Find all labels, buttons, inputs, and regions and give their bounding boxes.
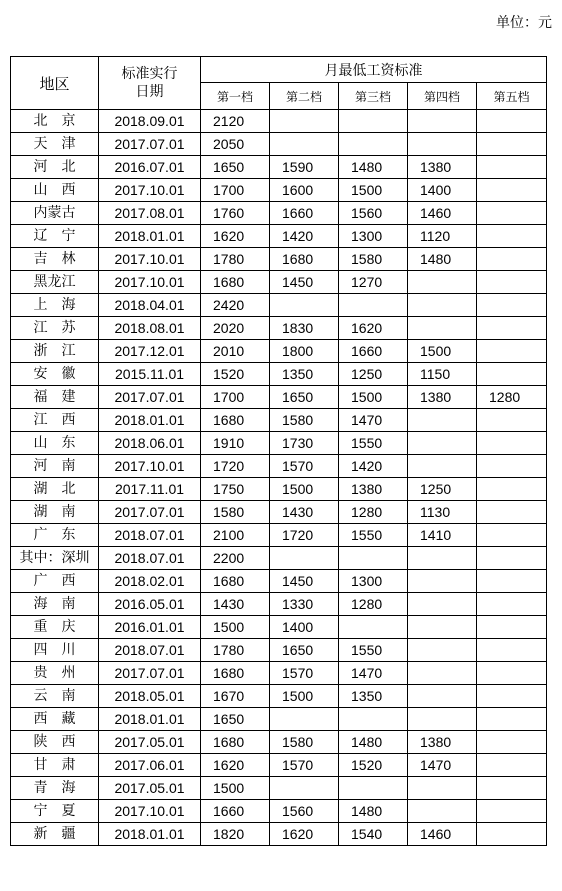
cell-tier-2: 1660 [270, 202, 339, 225]
cell-tier-3 [339, 110, 408, 133]
cell-tier-1: 1650 [201, 708, 270, 731]
cell-date: 2017.10.01 [99, 248, 201, 271]
cell-tier-1: 2200 [201, 547, 270, 570]
cell-tier-5 [477, 685, 547, 708]
cell-date: 2018.01.01 [99, 225, 201, 248]
header-tier-5: 第五档 [477, 83, 547, 110]
cell-tier-2 [270, 777, 339, 800]
table-row [11, 639, 547, 662]
cell-tier-2: 1720 [270, 524, 339, 547]
cell-date: 2018.04.01 [99, 294, 201, 317]
cell-tier-1: 1660 [201, 800, 270, 823]
cell-tier-5 [477, 409, 547, 432]
cell-tier-5 [477, 731, 547, 754]
table-row [11, 156, 547, 179]
cell-tier-5 [477, 340, 547, 363]
cell-date: 2016.07.01 [99, 156, 201, 179]
cell-tier-2: 1800 [270, 340, 339, 363]
cell-tier-1: 2420 [201, 294, 270, 317]
cell-tier-3 [339, 547, 408, 570]
table-row [11, 409, 547, 432]
cell-region: 云 南 [11, 685, 99, 708]
cell-tier-5 [477, 225, 547, 248]
cell-date: 2017.08.01 [99, 202, 201, 225]
cell-region: 辽 宁 [11, 225, 99, 248]
cell-tier-5 [477, 639, 547, 662]
cell-tier-2 [270, 708, 339, 731]
cell-tier-1: 1650 [201, 156, 270, 179]
cell-tier-3: 1620 [339, 317, 408, 340]
table-row [11, 202, 547, 225]
cell-region: 贵 州 [11, 662, 99, 685]
cell-tier-5: 1280 [477, 386, 547, 409]
cell-tier-3: 1420 [339, 455, 408, 478]
cell-tier-1: 1680 [201, 271, 270, 294]
header-date-line1: 标准实行 [121, 66, 178, 82]
cell-tier-5 [477, 823, 547, 846]
cell-tier-2: 1680 [270, 248, 339, 271]
table-row [11, 754, 547, 777]
cell-tier-5 [477, 271, 547, 294]
table-row [11, 133, 547, 156]
cell-tier-3 [339, 294, 408, 317]
table-row [11, 455, 547, 478]
header-tier-1: 第一档 [201, 83, 270, 110]
header-region: 地区 [11, 57, 99, 110]
cell-tier-2 [270, 133, 339, 156]
cell-region: 吉 林 [11, 248, 99, 271]
cell-region: 浙 江 [11, 340, 99, 363]
cell-tier-5 [477, 432, 547, 455]
cell-tier-2: 1650 [270, 639, 339, 662]
table-row [11, 363, 547, 386]
cell-tier-3: 1500 [339, 386, 408, 409]
cell-tier-4: 1150 [408, 363, 477, 386]
table-row [11, 570, 547, 593]
cell-tier-2: 1650 [270, 386, 339, 409]
cell-date: 2017.07.01 [99, 501, 201, 524]
table-row [11, 294, 547, 317]
cell-tier-1: 2010 [201, 340, 270, 363]
cell-tier-1: 1700 [201, 386, 270, 409]
cell-tier-3 [339, 777, 408, 800]
cell-region: 其中：深圳 [11, 547, 99, 570]
cell-tier-2 [270, 294, 339, 317]
cell-tier-1: 1720 [201, 455, 270, 478]
cell-region: 广 东 [11, 524, 99, 547]
cell-tier-2: 1600 [270, 179, 339, 202]
cell-tier-2: 1330 [270, 593, 339, 616]
cell-region: 福 建 [11, 386, 99, 409]
cell-tier-3: 1300 [339, 225, 408, 248]
cell-tier-5 [477, 777, 547, 800]
cell-tier-2: 1350 [270, 363, 339, 386]
cell-tier-4 [408, 110, 477, 133]
cell-tier-2: 1500 [270, 478, 339, 501]
cell-tier-2: 1620 [270, 823, 339, 846]
cell-date: 2018.07.01 [99, 547, 201, 570]
table-row [11, 708, 547, 731]
cell-region: 山 西 [11, 179, 99, 202]
cell-tier-4 [408, 708, 477, 731]
cell-date: 2017.10.01 [99, 455, 201, 478]
cell-date: 2018.08.01 [99, 317, 201, 340]
cell-tier-1: 2020 [201, 317, 270, 340]
cell-tier-3: 1550 [339, 639, 408, 662]
table-row [11, 800, 547, 823]
cell-date: 2018.07.01 [99, 639, 201, 662]
cell-date: 2018.01.01 [99, 823, 201, 846]
cell-tier-1: 1520 [201, 363, 270, 386]
cell-tier-2: 1500 [270, 685, 339, 708]
cell-tier-4 [408, 593, 477, 616]
cell-tier-5 [477, 202, 547, 225]
cell-date: 2016.05.01 [99, 593, 201, 616]
table-row [11, 225, 547, 248]
cell-region: 黑龙江 [11, 271, 99, 294]
table-row [11, 547, 547, 570]
cell-tier-5 [477, 133, 547, 156]
cell-tier-5 [477, 662, 547, 685]
cell-tier-3: 1540 [339, 823, 408, 846]
cell-tier-4 [408, 777, 477, 800]
table-row [11, 248, 547, 271]
cell-tier-2: 1570 [270, 754, 339, 777]
cell-tier-2: 1590 [270, 156, 339, 179]
cell-tier-2 [270, 547, 339, 570]
table-body [11, 110, 547, 846]
cell-tier-2: 1430 [270, 501, 339, 524]
cell-tier-4: 1410 [408, 524, 477, 547]
header-date-line2: 日期 [135, 84, 164, 100]
cell-tier-1: 1760 [201, 202, 270, 225]
cell-date: 2018.01.01 [99, 409, 201, 432]
cell-tier-4: 1460 [408, 823, 477, 846]
cell-tier-5 [477, 363, 547, 386]
cell-tier-4: 1380 [408, 386, 477, 409]
cell-tier-2: 1730 [270, 432, 339, 455]
table-row [11, 179, 547, 202]
cell-tier-5 [477, 248, 547, 271]
table-row [11, 685, 547, 708]
minimum-wage-table [10, 56, 547, 846]
cell-tier-3: 1520 [339, 754, 408, 777]
cell-date: 2017.11.01 [99, 478, 201, 501]
cell-tier-3: 1380 [339, 478, 408, 501]
cell-tier-5 [477, 455, 547, 478]
table-row [11, 593, 547, 616]
cell-tier-4 [408, 455, 477, 478]
cell-tier-5 [477, 570, 547, 593]
cell-tier-1: 1580 [201, 501, 270, 524]
cell-tier-3 [339, 616, 408, 639]
cell-tier-4: 1380 [408, 156, 477, 179]
table-row [11, 340, 547, 363]
cell-tier-2: 1580 [270, 731, 339, 754]
header-tier-3: 第三档 [339, 83, 408, 110]
cell-region: 江 苏 [11, 317, 99, 340]
cell-tier-1: 2100 [201, 524, 270, 547]
cell-tier-4 [408, 662, 477, 685]
cell-tier-4: 1460 [408, 202, 477, 225]
cell-tier-3: 1480 [339, 731, 408, 754]
cell-region: 青 海 [11, 777, 99, 800]
cell-tier-3: 1280 [339, 593, 408, 616]
cell-tier-1: 2050 [201, 133, 270, 156]
cell-tier-4 [408, 570, 477, 593]
cell-tier-5 [477, 179, 547, 202]
cell-region: 湖 南 [11, 501, 99, 524]
cell-region: 山 东 [11, 432, 99, 455]
cell-region: 宁 夏 [11, 800, 99, 823]
cell-tier-4: 1380 [408, 731, 477, 754]
cell-date: 2018.02.01 [99, 570, 201, 593]
cell-date: 2017.07.01 [99, 386, 201, 409]
cell-tier-2: 1400 [270, 616, 339, 639]
cell-tier-3 [339, 133, 408, 156]
cell-tier-2: 1830 [270, 317, 339, 340]
cell-date: 2017.07.01 [99, 662, 201, 685]
cell-date: 2018.01.01 [99, 708, 201, 731]
cell-date: 2017.05.01 [99, 777, 201, 800]
table-row [11, 386, 547, 409]
cell-tier-5 [477, 110, 547, 133]
cell-tier-4: 1500 [408, 340, 477, 363]
cell-tier-4 [408, 271, 477, 294]
cell-region: 北 京 [11, 110, 99, 133]
cell-tier-4 [408, 133, 477, 156]
cell-region: 重 庆 [11, 616, 99, 639]
cell-tier-4 [408, 317, 477, 340]
cell-date: 2017.05.01 [99, 731, 201, 754]
cell-tier-1: 1620 [201, 754, 270, 777]
cell-region: 安 徽 [11, 363, 99, 386]
cell-tier-4 [408, 432, 477, 455]
cell-date: 2017.06.01 [99, 754, 201, 777]
cell-tier-2: 1570 [270, 455, 339, 478]
table-row [11, 616, 547, 639]
cell-region: 河 南 [11, 455, 99, 478]
cell-tier-3 [339, 708, 408, 731]
cell-date: 2017.10.01 [99, 271, 201, 294]
cell-tier-1: 2120 [201, 110, 270, 133]
cell-region: 内蒙古 [11, 202, 99, 225]
cell-tier-4: 1400 [408, 179, 477, 202]
unit-label: 单位：元 [496, 15, 552, 31]
cell-tier-5 [477, 501, 547, 524]
cell-region: 新 疆 [11, 823, 99, 846]
cell-tier-3: 1270 [339, 271, 408, 294]
cell-tier-5 [477, 478, 547, 501]
cell-tier-2: 1450 [270, 271, 339, 294]
cell-tier-1: 1620 [201, 225, 270, 248]
cell-tier-3: 1480 [339, 800, 408, 823]
cell-tier-5 [477, 547, 547, 570]
cell-date: 2018.09.01 [99, 110, 201, 133]
cell-tier-3: 1500 [339, 179, 408, 202]
cell-tier-4 [408, 639, 477, 662]
cell-tier-2: 1450 [270, 570, 339, 593]
cell-tier-3: 1300 [339, 570, 408, 593]
cell-tier-5 [477, 317, 547, 340]
header-wage-group: 月最低工资标准 [201, 57, 547, 83]
cell-tier-3: 1580 [339, 248, 408, 271]
cell-date: 2017.12.01 [99, 340, 201, 363]
cell-region: 西 藏 [11, 708, 99, 731]
cell-tier-1: 1780 [201, 639, 270, 662]
cell-region: 海 南 [11, 593, 99, 616]
cell-tier-1: 1910 [201, 432, 270, 455]
table-row [11, 110, 547, 133]
cell-tier-1: 1680 [201, 570, 270, 593]
cell-date: 2017.10.01 [99, 800, 201, 823]
cell-date: 2018.06.01 [99, 432, 201, 455]
cell-region: 陕 西 [11, 731, 99, 754]
cell-region: 甘 肃 [11, 754, 99, 777]
cell-tier-4 [408, 685, 477, 708]
cell-region: 河 北 [11, 156, 99, 179]
cell-tier-1: 1680 [201, 409, 270, 432]
cell-tier-3: 1660 [339, 340, 408, 363]
table-header [11, 57, 547, 110]
cell-region: 上 海 [11, 294, 99, 317]
table-row [11, 317, 547, 340]
table-row [11, 731, 547, 754]
header-date [99, 57, 201, 110]
cell-tier-1: 1700 [201, 179, 270, 202]
cell-date: 2018.07.01 [99, 524, 201, 547]
cell-date: 2017.07.01 [99, 133, 201, 156]
cell-tier-1: 1680 [201, 662, 270, 685]
table-row [11, 823, 547, 846]
cell-tier-3: 1560 [339, 202, 408, 225]
cell-tier-4 [408, 800, 477, 823]
table-row [11, 432, 547, 455]
cell-tier-1: 1780 [201, 248, 270, 271]
table-row [11, 777, 547, 800]
cell-tier-1: 1670 [201, 685, 270, 708]
cell-tier-2: 1420 [270, 225, 339, 248]
cell-tier-3: 1470 [339, 409, 408, 432]
cell-date: 2016.01.01 [99, 616, 201, 639]
cell-tier-5 [477, 708, 547, 731]
cell-tier-1: 1750 [201, 478, 270, 501]
cell-region: 四 川 [11, 639, 99, 662]
cell-tier-1: 1430 [201, 593, 270, 616]
cell-tier-3: 1280 [339, 501, 408, 524]
cell-tier-4: 1130 [408, 501, 477, 524]
table-row [11, 501, 547, 524]
cell-tier-3: 1350 [339, 685, 408, 708]
cell-tier-1: 1680 [201, 731, 270, 754]
table-row [11, 478, 547, 501]
cell-tier-4 [408, 547, 477, 570]
cell-tier-5 [477, 156, 547, 179]
cell-tier-2: 1570 [270, 662, 339, 685]
table-row [11, 271, 547, 294]
cell-region: 湖 北 [11, 478, 99, 501]
cell-tier-4 [408, 294, 477, 317]
cell-date: 2018.05.01 [99, 685, 201, 708]
cell-tier-3: 1250 [339, 363, 408, 386]
cell-tier-3: 1550 [339, 432, 408, 455]
cell-tier-3: 1470 [339, 662, 408, 685]
cell-tier-5 [477, 593, 547, 616]
table-row [11, 524, 547, 547]
cell-region: 江 西 [11, 409, 99, 432]
cell-tier-2 [270, 110, 339, 133]
header-tier-4: 第四档 [408, 83, 477, 110]
cell-tier-5 [477, 800, 547, 823]
cell-tier-1: 1820 [201, 823, 270, 846]
cell-tier-4 [408, 409, 477, 432]
cell-tier-4 [408, 616, 477, 639]
cell-tier-5 [477, 754, 547, 777]
cell-tier-2: 1560 [270, 800, 339, 823]
cell-tier-5 [477, 294, 547, 317]
cell-date: 2017.10.01 [99, 179, 201, 202]
cell-tier-4: 1470 [408, 754, 477, 777]
cell-tier-5 [477, 616, 547, 639]
cell-tier-5 [477, 524, 547, 547]
cell-tier-1: 1500 [201, 616, 270, 639]
cell-tier-4: 1120 [408, 225, 477, 248]
cell-region: 天 津 [11, 133, 99, 156]
cell-date: 2015.11.01 [99, 363, 201, 386]
table-row [11, 662, 547, 685]
cell-tier-3: 1480 [339, 156, 408, 179]
cell-tier-1: 1500 [201, 777, 270, 800]
cell-tier-4: 1250 [408, 478, 477, 501]
cell-tier-3: 1550 [339, 524, 408, 547]
header-tier-2: 第二档 [270, 83, 339, 110]
cell-tier-2: 1580 [270, 409, 339, 432]
cell-tier-4: 1480 [408, 248, 477, 271]
cell-region: 广 西 [11, 570, 99, 593]
